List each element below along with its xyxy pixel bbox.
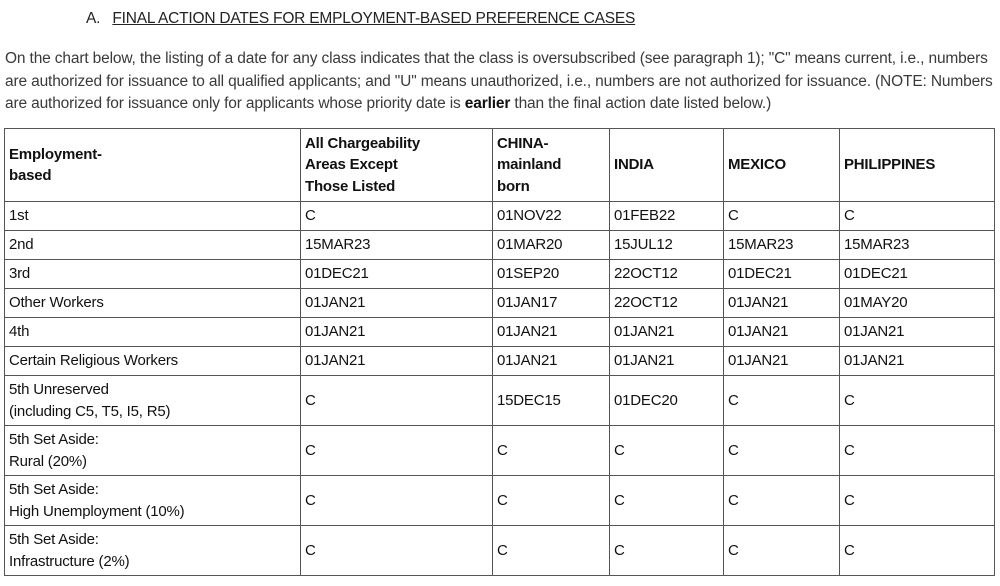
cell-philippines: C — [840, 202, 995, 231]
header-line: Those Listed — [305, 177, 396, 195]
cell-all-chargeability: 15MAR23 — [301, 231, 493, 260]
row-category — [5, 202, 301, 231]
cell-india: 01FEB22 — [610, 202, 724, 231]
header-line: Areas Except — [305, 156, 398, 174]
table-row — [5, 202, 995, 231]
category-line: 5th Set Aside: — [9, 431, 99, 448]
cell-china: C — [493, 476, 610, 526]
cell-philippines: 01DEC21 — [840, 260, 995, 289]
category-line: Infrastructure (2%) — [9, 552, 130, 570]
cell-all-chargeability: C — [301, 426, 493, 476]
cell-india: 22OCT12 — [610, 260, 724, 289]
header-line: INDIA — [614, 156, 654, 174]
table-row — [5, 289, 995, 318]
table-row — [5, 347, 995, 376]
category-line: Other Workers — [9, 294, 104, 312]
cell-china: C — [493, 426, 610, 476]
cell-china: 01JAN17 — [493, 289, 610, 318]
cell-all-chargeability: C — [301, 526, 493, 576]
cell-china: 01MAR20 — [493, 231, 610, 260]
header-line: mainland — [497, 156, 562, 174]
final-action-dates-table — [4, 128, 995, 576]
header-employment-based — [5, 129, 301, 202]
table-row — [5, 231, 995, 260]
row-category — [5, 260, 301, 289]
cell-china: 01SEP20 — [493, 260, 610, 289]
row-category — [5, 289, 301, 318]
category-line: 5th Set Aside: — [9, 481, 99, 498]
cell-india: C — [610, 426, 724, 476]
cell-china: 01JAN21 — [493, 318, 610, 347]
table-row — [5, 426, 995, 476]
cell-philippines: 15MAR23 — [840, 231, 995, 260]
row-category — [5, 347, 301, 376]
header-all-chargeability — [301, 129, 493, 202]
category-line: Rural (20%) — [9, 452, 87, 470]
category-line: 5th Unreserved — [9, 381, 109, 398]
table-row — [5, 526, 995, 576]
cell-all-chargeability: 01JAN21 — [301, 289, 493, 318]
header-line: PHILIPPINES — [844, 156, 936, 174]
cell-mexico: 01JAN21 — [724, 318, 840, 347]
intro-paragraph — [5, 48, 995, 116]
cell-india: 01JAN21 — [610, 347, 724, 376]
cell-mexico: C — [724, 526, 840, 576]
header-mexico — [724, 129, 840, 202]
intro-text: On the chart below, the listing of a date for any class indicates that the class is oversubscribed (see paragraph 1); "C" means current, i.e., numbers are authorized for issuance to all qualified applicants; and "U" means unauthorized, i.e., numbers are not authorized for issuance. (NOTE: Numbers are authorized for issuance only for applicants whose priority date is — [5, 50, 993, 112]
cell-india: C — [610, 526, 724, 576]
cell-india: 01DEC20 — [610, 376, 724, 426]
cell-mexico: C — [724, 202, 840, 231]
cell-mexico: 01JAN21 — [724, 347, 840, 376]
cell-all-chargeability: C — [301, 202, 493, 231]
cell-all-chargeability: 01JAN21 — [301, 318, 493, 347]
section-title: FINAL ACTION DATES FOR EMPLOYMENT-BASED PREFERENCE CASES — [112, 10, 636, 27]
cell-mexico: 15MAR23 — [724, 231, 840, 260]
cell-all-chargeability: C — [301, 376, 493, 426]
cell-mexico: 01JAN21 — [724, 289, 840, 318]
category-line: 1st — [9, 207, 29, 225]
category-line: 3rd — [9, 265, 31, 283]
cell-mexico: C — [724, 426, 840, 476]
cell-china: 01JAN21 — [493, 347, 610, 376]
cell-philippines: C — [840, 376, 995, 426]
cell-mexico: C — [724, 476, 840, 526]
cell-philippines: C — [840, 426, 995, 476]
header-line: CHINA- — [497, 134, 549, 152]
table-row — [5, 318, 995, 347]
cell-philippines: 01JAN21 — [840, 318, 995, 347]
header-line: All Chargeability — [305, 134, 420, 152]
category-line: (including C5, T5, I5, R5) — [9, 402, 171, 420]
cell-india: 01JAN21 — [610, 318, 724, 347]
cell-india: 22OCT12 — [610, 289, 724, 318]
category-line: Certain Religious Workers — [9, 352, 178, 370]
row-category — [5, 231, 301, 260]
section-label: A. — [86, 10, 101, 27]
cell-philippines: C — [840, 476, 995, 526]
row-category — [5, 526, 301, 576]
intro-text-end: than the final action date listed below.) — [510, 95, 772, 112]
header-line: born — [497, 177, 530, 195]
table-row — [5, 260, 995, 289]
cell-philippines: C — [840, 526, 995, 576]
header-india — [610, 129, 724, 202]
cell-china: 01NOV22 — [493, 202, 610, 231]
cell-mexico: C — [724, 376, 840, 426]
cell-philippines: 01JAN21 — [840, 347, 995, 376]
intro-emphasis: earlier — [464, 95, 511, 112]
section-heading — [86, 10, 635, 28]
cell-india: C — [610, 476, 724, 526]
row-category — [5, 376, 301, 426]
category-line: 2nd — [9, 236, 34, 254]
cell-all-chargeability: 01DEC21 — [301, 260, 493, 289]
cell-all-chargeability: 01JAN21 — [301, 347, 493, 376]
cell-mexico: 01DEC21 — [724, 260, 840, 289]
header-china — [493, 129, 610, 202]
header-philippines — [840, 129, 995, 202]
cell-china: 15DEC15 — [493, 376, 610, 426]
header-line: based — [9, 167, 52, 184]
table-header-row — [5, 129, 995, 202]
cell-philippines: 01MAY20 — [840, 289, 995, 318]
table-row — [5, 476, 995, 526]
table-row — [5, 376, 995, 426]
cell-all-chargeability: C — [301, 476, 493, 526]
header-line: Employment- — [9, 145, 102, 163]
header-line: MEXICO — [728, 156, 786, 174]
category-line: 5th Set Aside: — [9, 531, 99, 548]
cell-china: C — [493, 526, 610, 576]
category-line: 4th — [9, 323, 30, 341]
category-line: High Unemployment (10%) — [9, 502, 185, 520]
row-category — [5, 318, 301, 347]
row-category — [5, 476, 301, 526]
row-category — [5, 426, 301, 476]
cell-india: 15JUL12 — [610, 231, 724, 260]
